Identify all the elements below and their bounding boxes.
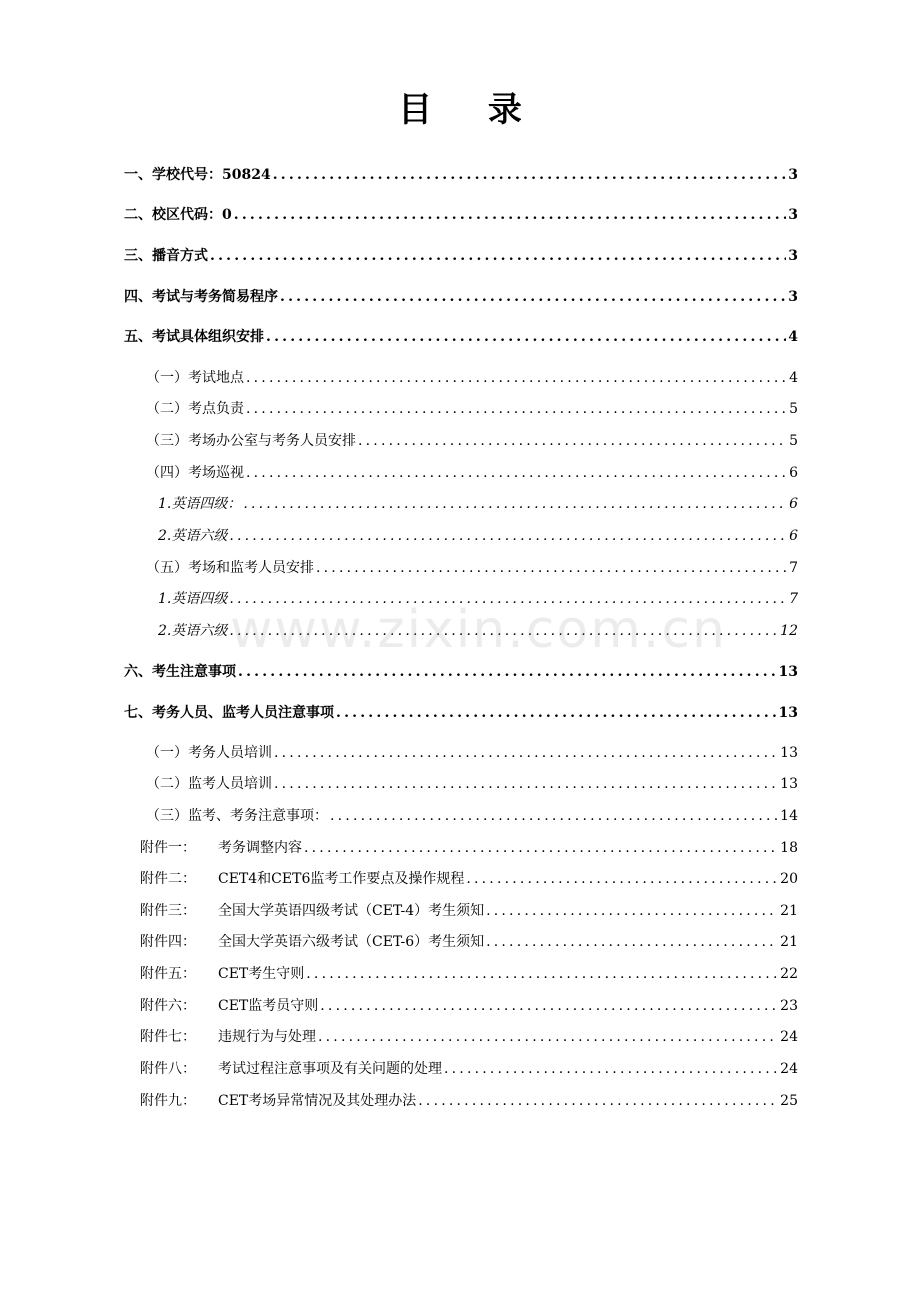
toc-attachment-1[interactable] xyxy=(140,836,798,860)
toc-entry-room-cet6[interactable] xyxy=(158,619,798,643)
toc-dot-leader xyxy=(306,962,778,986)
toc-dot-leader xyxy=(229,587,787,611)
toc-page-number: 18 xyxy=(780,840,798,856)
toc-dot-leader xyxy=(246,397,787,421)
toc-entry-label: 1.英语四级 xyxy=(158,591,228,607)
toc-entry-staff-notes[interactable] xyxy=(124,701,798,725)
toc-entry-organization[interactable] xyxy=(124,325,798,349)
toc-attachment-2[interactable] xyxy=(140,867,798,891)
toc-dot-leader xyxy=(466,867,778,891)
toc-dot-leader xyxy=(358,429,787,453)
toc-entry-procedure[interactable] xyxy=(124,285,798,309)
toc-page-number: 6 xyxy=(789,465,798,481)
toc-attachment-6[interactable] xyxy=(140,994,798,1018)
toc-page-number: 3 xyxy=(788,248,798,264)
attachment-label: 违规行为与处理 xyxy=(218,1029,316,1045)
toc-page-number: 3 xyxy=(788,289,798,305)
attachment-prefix: 附件二： xyxy=(140,871,196,887)
attachment-prefix: 附件一： xyxy=(140,840,196,856)
attachment-prefix: 附件四： xyxy=(140,934,196,950)
toc-page-number: 12 xyxy=(780,623,798,639)
toc-entry-candidate-notes[interactable] xyxy=(124,660,798,684)
toc-entry-label: （四）考场巡视 xyxy=(146,465,244,481)
toc-entry-broadcast[interactable] xyxy=(124,244,798,268)
toc-entry-proctor-notes[interactable] xyxy=(146,804,798,828)
toc-page-number: 13 xyxy=(778,705,798,721)
toc-page-number: 4 xyxy=(789,370,798,386)
toc-page-number: 24 xyxy=(780,1029,798,1045)
toc-entry-label: 2.英语六级 xyxy=(158,528,228,544)
toc-dot-leader xyxy=(316,556,787,580)
toc-attachment-5[interactable] xyxy=(140,962,798,986)
toc-dot-leader xyxy=(266,325,786,349)
toc-entry-exam-location[interactable] xyxy=(146,366,798,390)
toc-entry-label: 四、考试与考务简易程序 xyxy=(124,289,278,305)
attachment-prefix: 附件七： xyxy=(140,1029,196,1045)
toc-page-number: 6 xyxy=(789,496,798,512)
toc-entry-label: 1.英语四级： xyxy=(158,496,242,512)
attachment-prefix: 附件九： xyxy=(140,1093,196,1109)
toc-attachment-8[interactable] xyxy=(140,1057,798,1081)
toc-dot-leader xyxy=(274,772,778,796)
toc-dot-leader xyxy=(238,660,777,684)
attachment-prefix: 附件六： xyxy=(140,998,196,1014)
toc-dot-leader xyxy=(246,366,787,390)
toc-dot-leader xyxy=(486,930,778,954)
toc-entry-patrol[interactable] xyxy=(146,461,798,485)
toc-dot-leader xyxy=(243,492,787,516)
toc-entry-label: （二）监考人员培训 xyxy=(146,776,272,792)
toc-entry-label: （三）监考、考务注意事项： xyxy=(146,808,328,824)
watermark: www.zixin.com.cn xyxy=(230,600,727,660)
toc-entry-label: 六、考生注意事项 xyxy=(124,664,236,680)
toc-entry-site-lead[interactable] xyxy=(146,397,798,421)
toc-dot-leader xyxy=(274,741,778,765)
toc-entry-room-proctor[interactable] xyxy=(146,556,798,580)
attachment-label: CET4和CET6监考工作要点及操作规程 xyxy=(218,871,465,887)
toc-dot-leader xyxy=(229,619,778,643)
toc-page-number: 24 xyxy=(780,1061,798,1077)
toc-entry-label: （二）考点负责 xyxy=(146,401,244,417)
toc-dot-leader xyxy=(273,163,787,187)
toc-title: 目 录 xyxy=(398,90,544,130)
attachment-label: 全国大学英语六级考试（CET-6）考生须知 xyxy=(218,934,485,950)
toc-page-number: 23 xyxy=(780,998,798,1014)
toc-page-number: 5 xyxy=(789,433,798,449)
toc-dot-leader xyxy=(486,899,778,923)
toc-entry-room-cet4[interactable] xyxy=(158,587,798,611)
toc-attachment-3[interactable] xyxy=(140,899,798,923)
attachment-prefix: 附件三： xyxy=(140,903,196,919)
toc-entry-campus-code[interactable] xyxy=(124,203,798,227)
attachment-label: 全国大学英语四级考试（CET-4）考生须知 xyxy=(218,903,485,919)
toc-page-number: 21 xyxy=(780,934,798,950)
attachment-label: CET考场异常情况及其处理办法 xyxy=(218,1093,417,1109)
toc-attachment-4[interactable] xyxy=(140,930,798,954)
attachment-label: 考务调整内容 xyxy=(218,840,302,856)
toc-dot-leader xyxy=(280,285,786,309)
toc-dot-leader xyxy=(210,244,786,268)
attachment-prefix: 附件五： xyxy=(140,966,196,982)
toc-entry-label: （五）考场和监考人员安排 xyxy=(146,560,314,576)
toc-dot-leader xyxy=(246,461,787,485)
toc-page-number: 13 xyxy=(780,745,798,761)
toc-dot-leader xyxy=(304,836,778,860)
toc-dot-leader xyxy=(330,804,778,828)
toc-entry-label: 七、考务人员、监考人员注意事项 xyxy=(124,705,334,721)
toc-page-number: 7 xyxy=(789,591,798,607)
toc-page-number: 20 xyxy=(780,871,798,887)
toc-entry-label: 五、考试具体组织安排 xyxy=(124,329,264,345)
toc-attachment-7[interactable] xyxy=(140,1025,798,1049)
attachment-label: CET考生守则 xyxy=(218,966,305,982)
toc-dot-leader xyxy=(229,524,787,548)
toc-entry-label: （三）考场办公室与考务人员安排 xyxy=(146,433,356,449)
toc-page-number: 3 xyxy=(788,207,798,223)
toc-dot-leader xyxy=(444,1057,778,1081)
toc-entry-school-code[interactable] xyxy=(124,163,798,187)
toc-page-number: 13 xyxy=(780,776,798,792)
toc-entry-label: （一）考试地点 xyxy=(146,370,244,386)
toc-page-number: 7 xyxy=(789,560,798,576)
toc-entry-label: 二、校区代码：0 xyxy=(124,207,232,223)
toc-entry-label: 一、学校代号：50824 xyxy=(124,167,271,183)
toc-entry-label: 2.英语六级 xyxy=(158,623,228,639)
toc-dot-leader xyxy=(318,1025,778,1049)
toc-page-number: 14 xyxy=(780,808,798,824)
toc-entry-proctor-training[interactable] xyxy=(146,772,798,796)
toc-page-number: 25 xyxy=(780,1093,798,1109)
toc-entry-patrol-cet4[interactable] xyxy=(158,492,798,516)
toc-page-number: 22 xyxy=(780,966,798,982)
toc-page-number: 5 xyxy=(789,401,798,417)
attachment-label: CET监考员守则 xyxy=(218,998,319,1014)
toc-dot-leader xyxy=(320,994,778,1018)
toc-dot-leader xyxy=(234,203,787,227)
toc-page-number: 3 xyxy=(788,167,798,183)
toc-page-number: 6 xyxy=(789,528,798,544)
toc-entry-staff-training[interactable] xyxy=(146,741,798,765)
toc-page-number: 13 xyxy=(778,664,798,680)
toc-attachment-9[interactable] xyxy=(140,1089,798,1113)
toc-dot-leader xyxy=(336,701,777,725)
toc-entry-office-staff[interactable] xyxy=(146,429,798,453)
toc-dot-leader xyxy=(418,1089,778,1113)
toc-entry-label: 三、播音方式 xyxy=(124,248,208,264)
attachment-prefix: 附件八： xyxy=(140,1061,196,1077)
toc-page-number: 4 xyxy=(788,329,798,345)
toc-entry-label: （一）考务人员培训 xyxy=(146,745,272,761)
attachment-label: 考试过程注意事项及有关问题的处理 xyxy=(218,1061,442,1077)
toc-page-number: 21 xyxy=(780,903,798,919)
toc-entry-patrol-cet6[interactable] xyxy=(158,524,798,548)
